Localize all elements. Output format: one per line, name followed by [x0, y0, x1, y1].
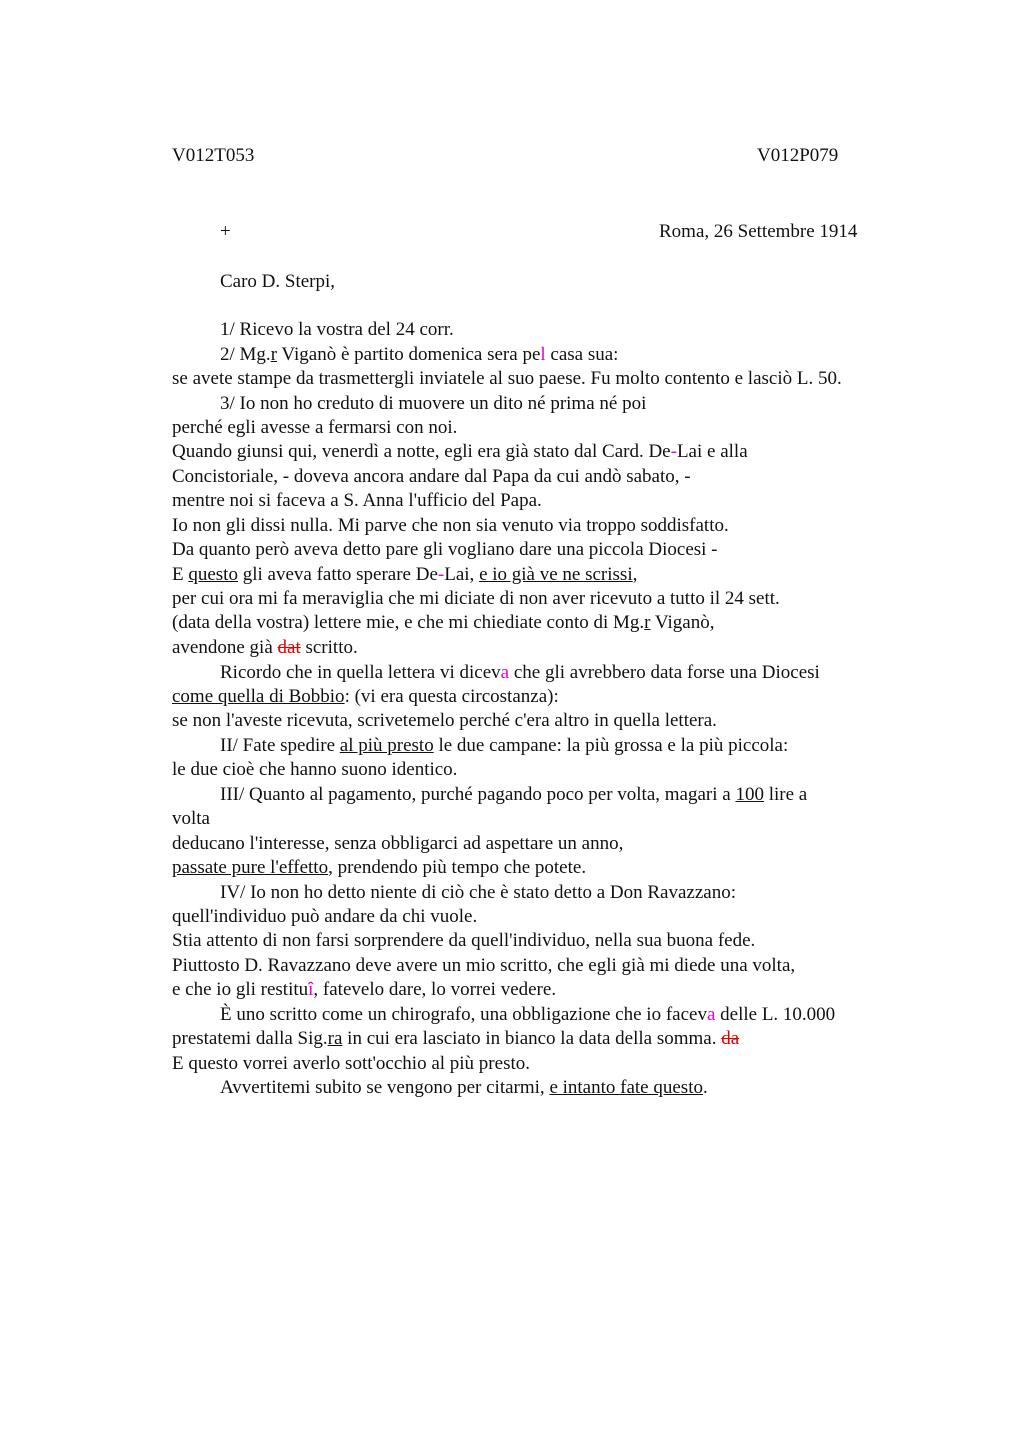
- editorial-insert: l: [540, 344, 546, 365]
- letter-line: se avete stampe da trasmettergli inviatele al suo paese. Fu molto contento e lasciò L. 50.: [172, 368, 842, 389]
- letter-line: 3/ Io non ho creduto di muovere un dito né prima né poi: [220, 393, 647, 414]
- abbreviation-superscript: r: [270, 344, 278, 365]
- letter-line: Piuttosto D. Ravazzano deve avere un mio scritto, che egli già mi diede una volta,: [172, 955, 796, 976]
- letter-line: quell'individuo può andare da chi vuole.: [172, 906, 478, 927]
- letter-line: deducano l'interesse, senza obbligarci ad aspettare un anno,: [172, 833, 624, 854]
- letter-line: Stia attento di non farsi sorprendere da quell'individuo, nella sua buona fede.: [172, 930, 756, 951]
- letter-line: Ricordo che in quella lettera vi diceva che gli avrebbero data forse una Diocesi: [220, 662, 820, 683]
- letter-line: le due cioè che hanno suono identico.: [172, 759, 458, 780]
- letter-line: avendone già dat scritto.: [172, 637, 358, 658]
- letter-line: E questo gli aveva fatto sperare De-Lai, e io già ve ne scrissi,: [172, 564, 638, 585]
- letter-line: Concistoriale, - doveva ancora andare dal Papa da cui andò sabato, -: [172, 466, 691, 487]
- abbreviation-superscript: ra: [327, 1028, 343, 1049]
- letter-line: passate pure l'effetto, prendendo più tempo che potete.: [172, 857, 587, 878]
- cross-mark: +: [220, 221, 231, 242]
- letter-line: e che io gli restituî, fatevelo dare, lo vorrei vedere.: [172, 979, 557, 1000]
- abbreviation-superscript: r: [644, 612, 651, 633]
- document-code-left: V012T053: [172, 145, 255, 166]
- editorial-insert: -: [670, 441, 677, 462]
- page-code-right: V012P079: [757, 145, 839, 166]
- underlined-text: passate pure l'effetto: [172, 857, 329, 878]
- letter-line: IV/ Io non ho detto niente di ciò che è stato detto a Don Ravazzano:: [220, 882, 737, 903]
- letter-line: (data della vostra) lettere mie, e che mi chiediate conto di Mg.r Viganò,: [172, 612, 715, 633]
- editorial-insert: a: [500, 662, 510, 683]
- struck-deletion: da: [721, 1028, 740, 1049]
- salutation: Caro D. Sterpi,: [220, 271, 336, 292]
- letter-line: Avvertitemi subito se vengono per citarmi, e intanto fate questo.: [220, 1077, 708, 1098]
- letter-line: Io non gli dissi nulla. Mi parve che non sia venuto via troppo soddisfatto.: [172, 515, 729, 536]
- letter-line: 2/ Mg.r Viganò è partito domenica sera pel casa sua:: [220, 344, 619, 365]
- letter-line: E questo vorrei averlo sott'occhio al più presto.: [172, 1053, 530, 1074]
- letter-line: Da quanto però aveva detto pare gli vogliano dare una piccola Diocesi -: [172, 539, 718, 560]
- letter-line: prestatemi dalla Sig.ra in cui era lasciato in bianco la data della somma. da: [172, 1028, 740, 1049]
- underlined-text: come quella di Bobbio: [172, 686, 345, 707]
- underlined-text: 100: [735, 784, 764, 805]
- letter-line: se non l'aveste ricevuta, scrivetemelo perché c'era altro in quella lettera.: [172, 710, 717, 731]
- letter-line: II/ Fate spedire al più presto le due campane: la più grossa e la più piccola:: [220, 735, 789, 756]
- editorial-insert: -: [437, 564, 445, 585]
- letter-line: come quella di Bobbio: (vi era questa circostanza):: [172, 686, 559, 707]
- underlined-text: al più presto: [339, 735, 434, 756]
- struck-deletion: dat: [277, 637, 301, 658]
- letter-line: È uno scritto come un chirografo, una obbligazione che io faceva delle L. 10.000: [220, 1004, 836, 1025]
- editorial-insert: a: [706, 1004, 716, 1025]
- letter-line: 1/ Ricevo la vostra del 24 corr.: [220, 319, 454, 340]
- underlined-text: e io già ve ne scrissi: [479, 564, 633, 585]
- underlined-text: e intanto fate questo: [549, 1077, 703, 1098]
- underlined-text: questo: [188, 564, 238, 585]
- place-date: Roma, 26 Settembre 1914: [659, 221, 858, 242]
- letter-line: mentre noi si faceva a S. Anna l'ufficio del Papa.: [172, 490, 542, 511]
- letter-line: perché egli avesse a fermarsi con noi.: [172, 417, 458, 438]
- editorial-insert: î: [308, 979, 314, 1000]
- letter-line: per cui ora mi fa meraviglia che mi diciate di non aver ricevuto a tutto il 24 sett.: [172, 588, 780, 609]
- letter-line: III/ Quanto al pagamento, purché pagando poco per volta, magari a 100 lire a: [220, 784, 808, 805]
- letter-line: volta: [172, 808, 210, 829]
- letter-line: Quando giunsi qui, venerdì a notte, egli era già stato dal Card. De-Lai e alla: [172, 441, 748, 462]
